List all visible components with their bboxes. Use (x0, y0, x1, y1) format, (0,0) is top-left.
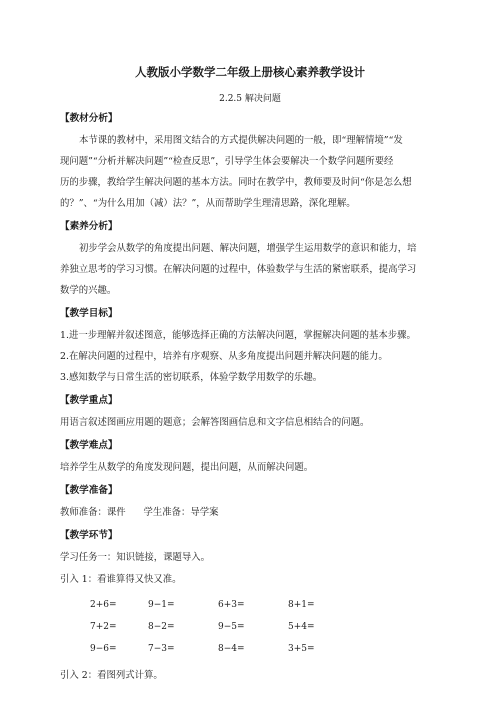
exercise-row (90, 644, 390, 666)
exercise-item: 9−5= (218, 622, 245, 632)
exercise-row (90, 622, 390, 644)
goal-item: 2.在解决问题的过程中，培养有序观察、从多角度提出问题并解决问题的能力。 (60, 351, 388, 362)
exercise-item: 8−4= (218, 644, 245, 654)
exercise-item: 3+5= (288, 644, 315, 654)
goal-item: 3.感知数学与日常生活的密切联系，体验学数学用数学的乐趣。 (60, 372, 323, 383)
exercise-item: 5+4= (288, 622, 315, 632)
section-heading-difficulty: 【教学难点】 (60, 440, 118, 451)
analysis-line: 历的步骤，教给学生解决问题的基本方法。同时在教学中，教师要及时问“你是怎么想 (60, 177, 412, 188)
document-title: 人教版小学数学二年级上册核心素养教学设计 (135, 65, 365, 79)
exercise-item: 8−2= (148, 622, 175, 632)
exercise-item: 7+2= (90, 622, 117, 632)
analysis-line: 现问题”“分析并解决问题”“检查反思”，引导学生体会要解决一个数学问题所要经 (60, 156, 394, 167)
analysis-line: 的？”、“为什么用加（减）法？”，从而帮助学生理清思路，深化理解。 (60, 198, 356, 209)
exercise-item: 9−1= (148, 600, 175, 610)
exercise-item: 2+6= (90, 600, 117, 610)
difficulty-text: 培养学生从数学的角度发现问题，提出问题，从而解决问题。 (60, 462, 314, 473)
process-line: 引入 2：看图列式计算。 (60, 670, 163, 681)
exercise-item: 7−3= (148, 644, 175, 654)
key-point-text: 用语言叙述图画应用题的题意；会解答图画信息和文字信息相结合的问题。 (60, 417, 370, 428)
literacy-line: 初步学会从数学的角度提出问题、解决问题，增强学生运用数学的意识和能力，培 (79, 243, 417, 254)
process-line: 学习任务一：知识链接，课题导入。 (60, 552, 211, 563)
exercise-item: 9−6= (90, 644, 117, 654)
section-heading-analysis: 【教材分析】 (60, 113, 118, 124)
section-heading-key: 【教学重点】 (60, 395, 118, 406)
literacy-line: 养独立思考的学习习惯。在解决问题的过程中，体验数学与生活的紧密联系，提高学习 (60, 264, 417, 275)
analysis-line: 本节课的教材中，采用图文结合的方式提供解决问题的一般，即“理解情境”“发 (79, 135, 403, 146)
exercise-grid (90, 600, 390, 666)
process-line: 引入 1：看谁算得又快又准。 (60, 574, 182, 585)
exercise-row (90, 600, 390, 622)
exercise-item: 6+3= (218, 600, 245, 610)
goal-item: 1.进一步理解并叙述图意，能够选择正确的方法解决问题，掌握解决问题的基本步骤。 (60, 330, 416, 341)
section-heading-process: 【教学环节】 (60, 530, 118, 541)
section-heading-prep: 【教学准备】 (60, 485, 118, 496)
prep-text: 教师准备：课件 学生准备：导学案 (60, 507, 219, 518)
document-subtitle: 2.2.5 解决问题 (219, 94, 281, 104)
section-heading-literacy: 【素养分析】 (60, 221, 118, 232)
exercise-item: 8+1= (288, 600, 315, 610)
literacy-line: 数学的兴趣。 (60, 285, 117, 296)
section-heading-goals: 【教学目标】 (60, 308, 118, 319)
